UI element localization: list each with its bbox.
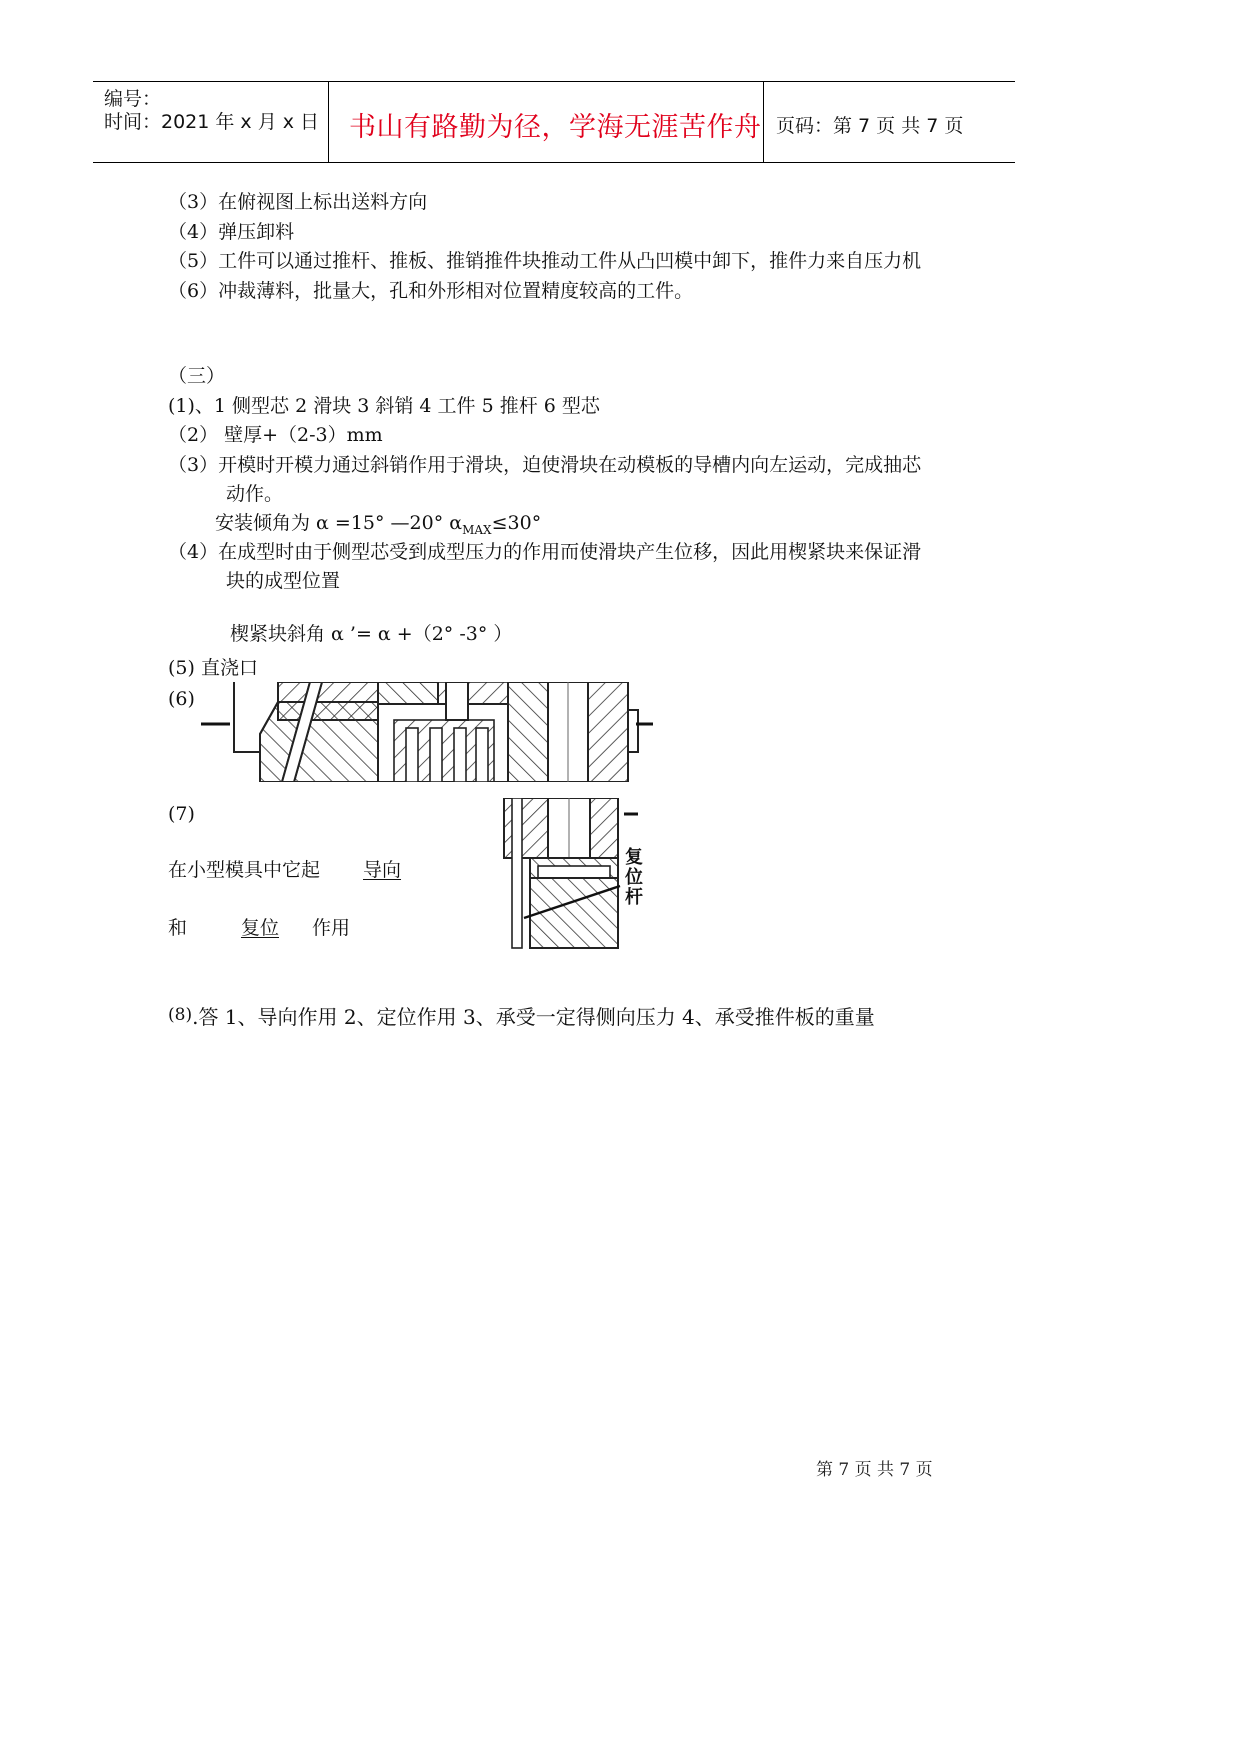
answer-2: （2） 壁厚+（2-3）mm bbox=[168, 424, 383, 446]
blank-prefix: 和 bbox=[168, 917, 188, 939]
answer-8-text: .答 1、导向作用 2、定位作用 3、承受一定得侧向压力 4、承受推件板的重量 bbox=[192, 1005, 875, 1029]
list-item: （6）冲裁薄料，批量大，孔和外形相对位置精度较高的工件。 bbox=[168, 280, 694, 302]
blank-answer-reset-text: 复位 bbox=[240, 917, 279, 939]
header-divider-left bbox=[328, 81, 329, 163]
page-label: 页码：第 7 页 共 7 页 bbox=[776, 115, 964, 137]
list-item: （3）在俯视图上标出送料方向 bbox=[168, 191, 428, 213]
mold-section-figure bbox=[198, 682, 663, 782]
answer-8 bbox=[168, 1000, 875, 1032]
header-divider-right bbox=[763, 81, 764, 163]
answer-3-line1: （3）开模时开模力通过斜销作用于滑块，迫使滑块在动模板的导槽内向左运动，完成抽芯 bbox=[168, 454, 922, 476]
answer-7-text1 bbox=[168, 858, 444, 882]
answer-4-line1: （4）在成型时由于侧型芯受到成型压力的作用而使滑块产生位移，因此用楔紧块来保证滑 bbox=[168, 541, 922, 563]
figure-label-char: 复 bbox=[625, 847, 643, 868]
list-item: （4）弹压卸料 bbox=[168, 221, 295, 243]
serial-label: 编号： bbox=[104, 88, 162, 110]
list-item: （5）工件可以通过推杆、推板、推销推件块推动工件从凸凹模中卸下，推件力来自压力机 bbox=[168, 250, 922, 272]
answer-7-label: (7) bbox=[168, 803, 195, 825]
answer-5: (5) 直浇口 bbox=[168, 657, 258, 679]
blank-answer-reset bbox=[208, 916, 312, 940]
answer-8-number: (8) bbox=[168, 1005, 193, 1025]
section-heading: （三） bbox=[168, 365, 226, 387]
answer-7-text2 bbox=[168, 916, 350, 940]
blank-suffix: 作用 bbox=[312, 917, 351, 939]
angle-subscript: MAX bbox=[462, 523, 492, 537]
header-top-rule bbox=[93, 81, 1015, 82]
blank-answer-guide bbox=[320, 858, 444, 882]
answer-6-label: (6) bbox=[168, 688, 195, 710]
header-bottom-rule bbox=[93, 162, 1015, 163]
date-label: 时间：2021 年 x 月 x 日 bbox=[104, 111, 320, 133]
motto: 书山有路勤为径，学海无涯苦作舟 bbox=[349, 112, 762, 143]
blank-prefix: 在小型模具中它起 bbox=[168, 859, 321, 881]
figure-label-char: 位 bbox=[625, 867, 643, 888]
page-footer: 第 7 页 共 7 页 bbox=[816, 1460, 933, 1480]
figure-label-char: 杆 bbox=[625, 887, 643, 908]
blank-answer-guide-text: 导向 bbox=[363, 859, 402, 881]
answer-3-angle bbox=[215, 511, 541, 542]
answer-4-line2: 块的成型位置 bbox=[226, 570, 341, 592]
angle-prefix: 安装倾角为 α =15° —20° α bbox=[215, 512, 463, 534]
answer-3-line2: 动作。 bbox=[226, 483, 284, 505]
angle-suffix: ≤30° bbox=[491, 512, 542, 534]
return-pin-figure bbox=[502, 798, 654, 950]
answer-4-formula: 楔紧块斜角 α ’= α +（2° -3° ） bbox=[230, 623, 513, 645]
answer-1: (1)、1 侧型芯 2 滑块 3 斜销 4 工件 5 推杆 6 型芯 bbox=[168, 395, 600, 417]
figure-label bbox=[625, 848, 643, 908]
